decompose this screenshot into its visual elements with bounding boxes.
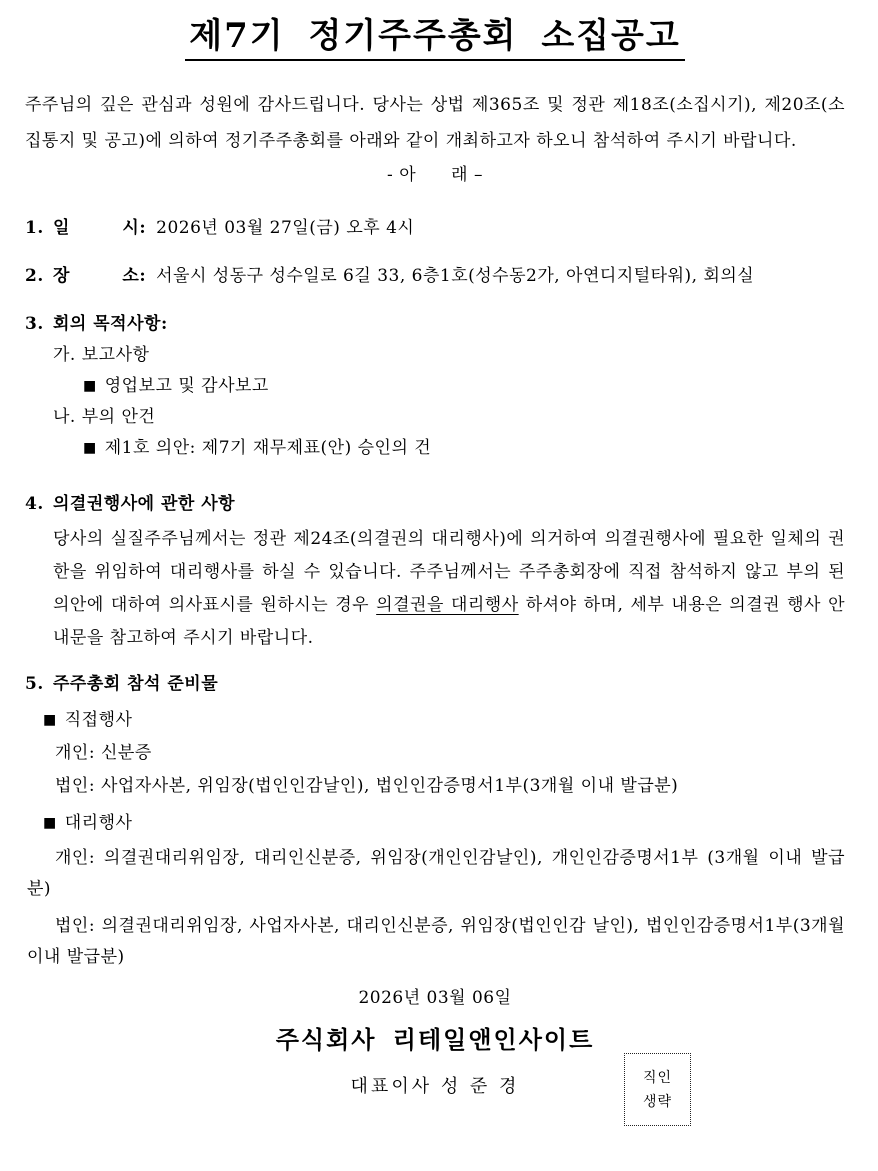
item-label: 회의 목적사항:: [53, 314, 168, 334]
stamp-omitted-box: [624, 1053, 691, 1126]
item-label: 일 시:: [53, 218, 147, 238]
resolution-bullet-item: [83, 435, 845, 461]
footer-date: 2026년 03월 06일: [358, 988, 512, 1008]
direct-personal-line: 개인: 신분증: [55, 743, 152, 763]
item-number: 1.: [25, 218, 44, 238]
proxy-attendance-label: 대리행사: [64, 813, 133, 833]
item-value: 서울시 성동구 성수일로 6길 33, 6층1호(성수동2가, 아연디지털타워), 회의실: [156, 266, 755, 286]
voting-underline-text: 의결권을 대리행사: [376, 595, 519, 615]
item-number: 3.: [25, 314, 44, 334]
report-bullet-item: [83, 373, 845, 399]
intro-paragraph: 주주님의 깊은 관심과 성원에 감사드립니다. 당사는 상법 제365조 및 정관 제18조(소집시기), 제20조(소집통지 및 공고)에 의하여 정기주주총회를 아래와 같이 개최하고자 하오니 참석하여 주시기 바랍니다.: [25, 95, 845, 151]
proxy-personal-paragraph: 개인: 의결권대리위임장, 대리인신분증, 위임장(개인인감날인), 개인인감증명서1부 (3개월 이내 발급분): [27, 848, 845, 899]
bullet-square-icon: ■: [83, 440, 97, 456]
direct-attendance-label: 직접행사: [64, 710, 133, 730]
voting-text-post: 하셔야 하며, 세부 내용은 의결권 행사 안내문을 참고하여 주시기 바랍니다.: [53, 595, 846, 648]
bullet-square-icon: ■: [43, 712, 57, 728]
bullet-square-icon: ■: [83, 378, 97, 394]
item-label: 장 소:: [53, 266, 147, 286]
stamp-line: 생략: [642, 1093, 673, 1110]
resolution-bullet-text: 제1호 의안: 제7기 재무제표(안) 승인의 건: [104, 438, 432, 458]
resolution-subheading: 나. 부의 안건: [53, 407, 156, 427]
proxy-corporate-paragraph: 법인: 의결권대리위임장, 사업자사본, 대리인신분증, 위임장(법인인감 날인), 법인인감증명서1부(3개월 이내 발급분): [27, 916, 845, 967]
item-number: 5.: [25, 674, 44, 694]
ceo-name: 대표이사 성 준 경: [350, 1076, 520, 1097]
report-subheading: 가. 보고사항: [53, 345, 150, 365]
item-number: 2.: [25, 266, 44, 286]
item-label: 의결권행사에 관한 사항: [53, 494, 236, 514]
agenda-heading: [25, 311, 845, 337]
voting-heading: [25, 491, 845, 517]
title-row: [25, 14, 845, 61]
report-bullet-text: 영업보고 및 감사보고: [104, 376, 269, 396]
item-label: 주주총회 참석 준비물: [53, 674, 219, 694]
below-divider: - 아 래 –: [387, 165, 483, 185]
direct-corporate-line: 법인: 사업자사본, 위임장(법인인감날인), 법인인감증명서1부(3개월 이내 발급분): [55, 776, 679, 796]
item-number: 4.: [25, 494, 44, 514]
company-name: 주식회사 리테일앤인사이트: [275, 1025, 595, 1054]
voting-text-pre: 당사의 실질주주님께서는 정관 제24조(의결권의 대리행사)에 의거하여 의결권행사에 필요한 일체의 권한을 위임하여 대리행사를 하실 수 있습니다. 주주님께서는 주주총회장에 직접 참석하지 않고 부의 된 의안에 대하여 의사표시를 원하시는 경우: [53, 529, 845, 615]
voting-paragraph: [53, 523, 845, 655]
materials-heading: [25, 671, 845, 697]
item-value: 2026년 03월 27일(금) 오후 4시: [156, 218, 415, 238]
meeting-place-item: [25, 263, 845, 289]
document-title: 제7기 정기주주총회 소집공고: [185, 14, 684, 61]
stamp-line: 직인: [642, 1069, 673, 1086]
proxy-attendance-bullet: [43, 810, 845, 837]
meeting-date-item: [25, 215, 845, 241]
bullet-square-icon: ■: [43, 815, 57, 831]
direct-attendance-bullet: [43, 707, 845, 734]
